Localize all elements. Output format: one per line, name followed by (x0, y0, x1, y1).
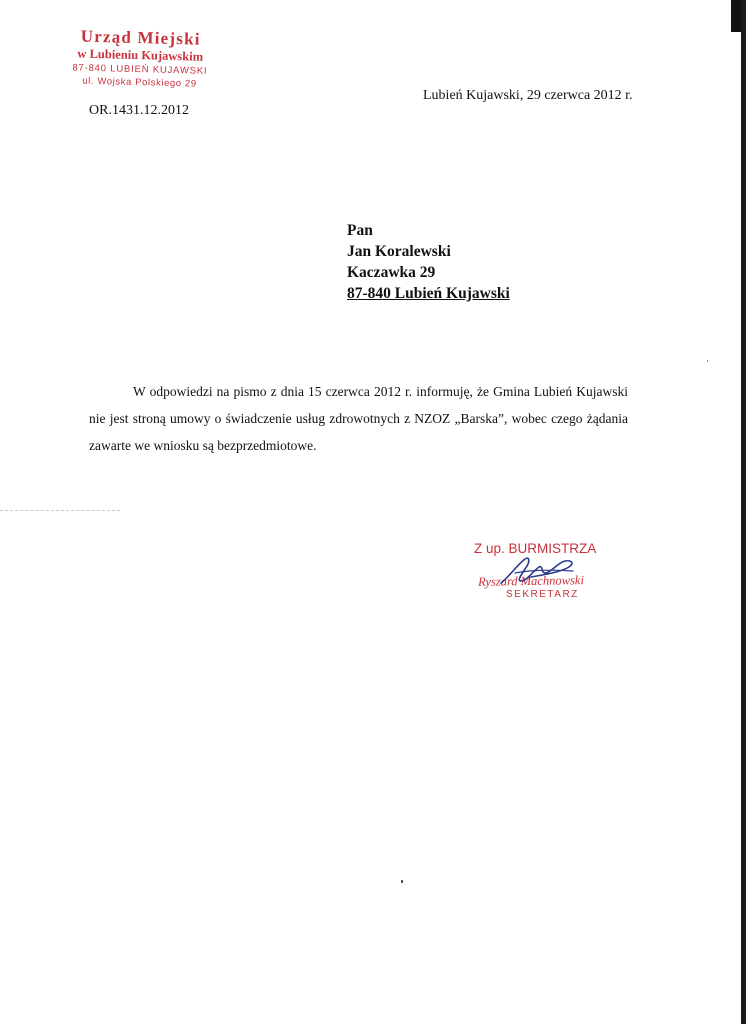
signature-stamp-title: SEKRETARZ (506, 589, 579, 600)
scan-speck (707, 360, 708, 362)
scan-edge-top (731, 0, 741, 32)
letter-body (89, 378, 628, 459)
handwritten-signature (495, 551, 579, 589)
body-paragraph: W odpowiedzi na pismo z dnia 15 czerwca 2012 r. informuję, że Gmina Lubień Kujawski nie jest stroną umowy o świadczenie usług zdrowotnych z NZOZ „Barska”, wobec czego żądania zawarte we wniosku są bezprzedmiotowe. (89, 384, 628, 453)
recipient-street: Kaczawka 29 (347, 264, 436, 281)
office-stamp-street: ul. Wojska Polskiego 29 (82, 75, 197, 90)
place-date: Lubień Kujawski, 29 czerwca 2012 r. (423, 88, 633, 103)
recipient-salutation: Pan (347, 222, 373, 239)
scan-edge (741, 0, 746, 1024)
reference-number: OR.1431.12.2012 (89, 103, 189, 118)
office-stamp (58, 26, 222, 91)
recipient-postal-city: 87-840 Lubień Kujawski (347, 285, 510, 302)
signature-stamp-authority: Z up. BURMISTRZA (474, 541, 597, 556)
recipient-address (347, 220, 510, 304)
fold-line (0, 510, 120, 511)
office-stamp-name: Urząd Miejski (80, 26, 201, 49)
office-stamp-postcode: 87-840 LUBIEŃ KUJAWSKI (72, 62, 208, 77)
scan-speck (401, 880, 403, 883)
office-stamp-town: w Lubieniu Kujawskim (77, 46, 204, 64)
signature-stamp-name: Ryszard Machnowski (477, 573, 585, 589)
recipient-name: Jan Koralewski (347, 243, 451, 260)
